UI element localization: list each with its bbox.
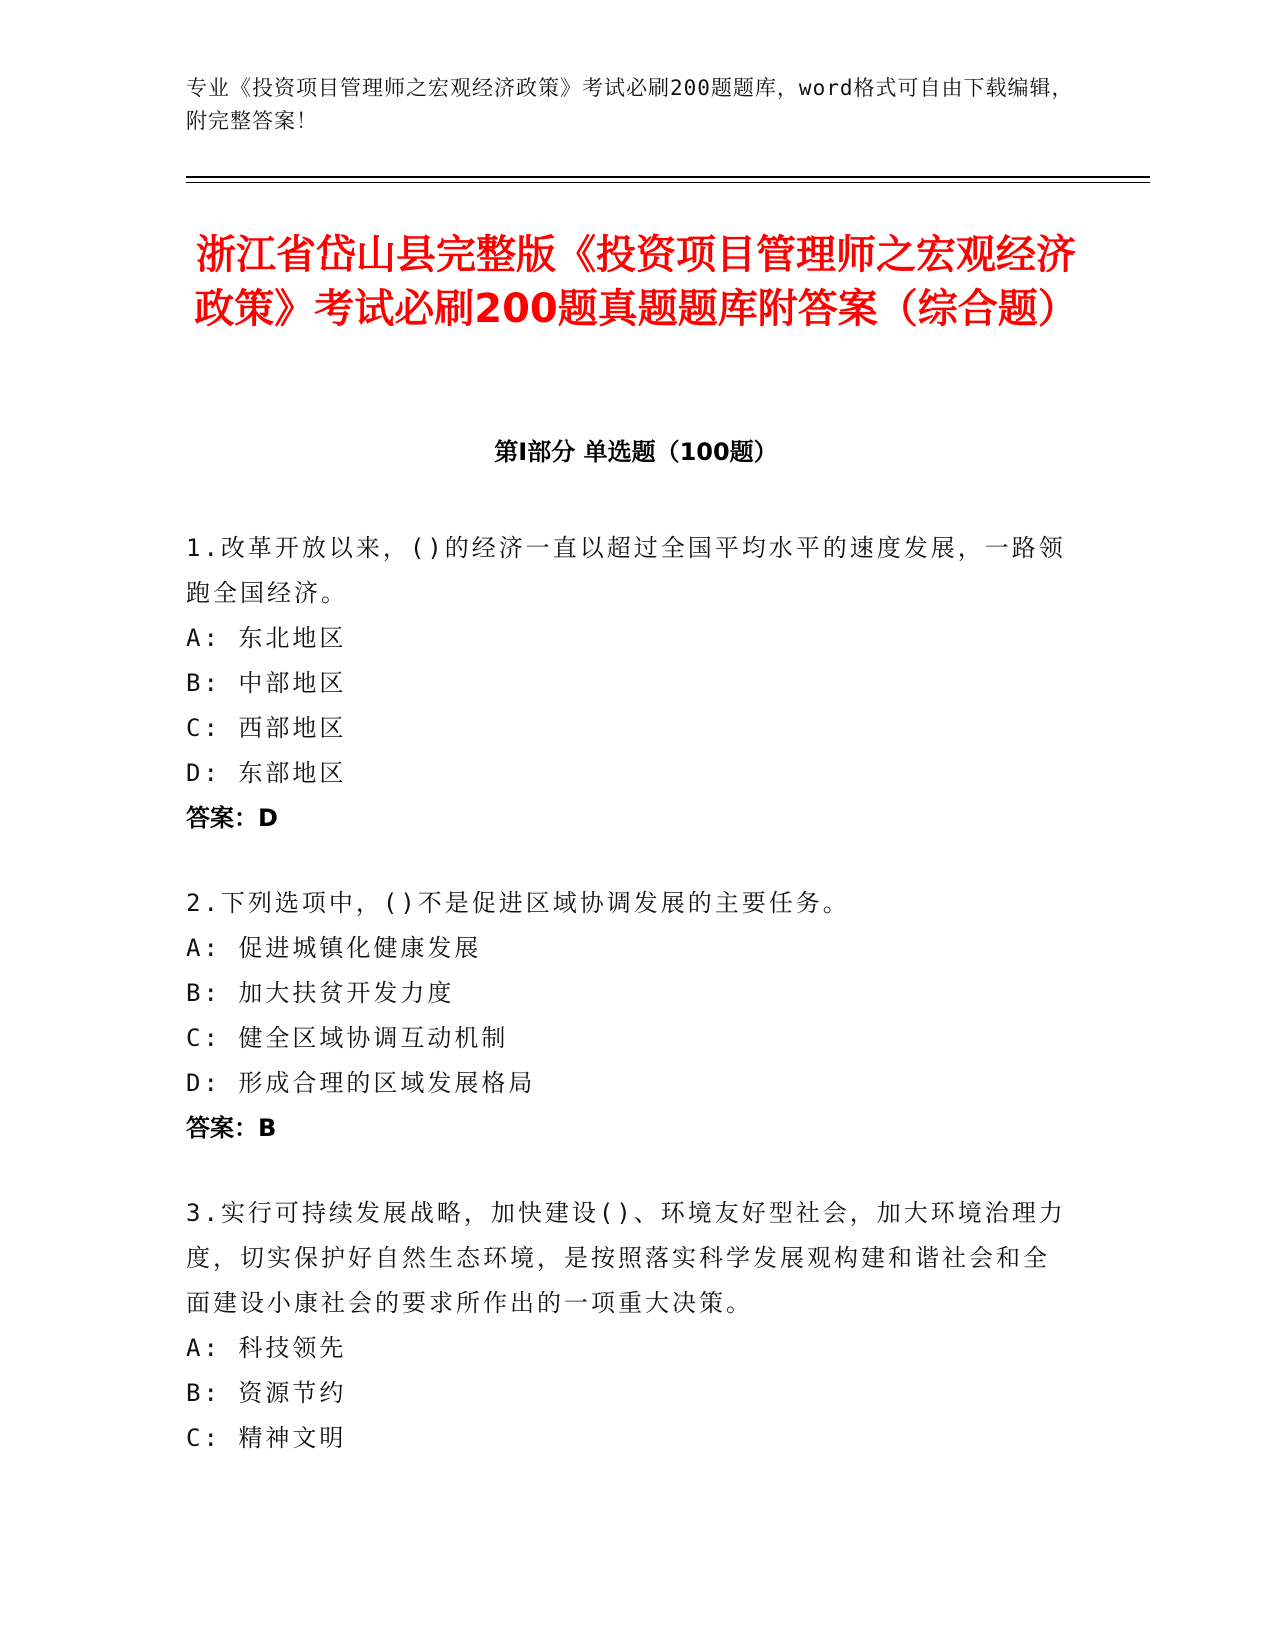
question-stem: 1.改革开放以来，()的经济一直以超过全国平均水平的速度发展，一路领跑全国经济。 (186, 534, 1066, 607)
question-3 (186, 1191, 1066, 1461)
option-c: C: 精神文明 (186, 1424, 347, 1452)
question-list (186, 526, 1066, 1501)
answer: 答案：D (186, 804, 278, 832)
question-stem: 2.下列选项中，()不是促进区域协调发展的主要任务。 (186, 889, 850, 917)
header-rule-thin (186, 182, 1150, 183)
option-b: B: 加大扶贫开发力度 (186, 979, 455, 1007)
question-stem: 3.实行可持续发展战略，加快建设()、环境友好型社会，加大环境治理力度，切实保护好自然生态环境，是按照落实科学发展观构建和谐社会和全面建设小康社会的要求所作出的一项重大决策。 (186, 1199, 1066, 1317)
header-note: 专业《投资项目管理师之宏观经济政策》考试必刷200题题库，word格式可自由下载编辑，附完整答案！ (186, 76, 1074, 133)
option-b: B: 资源节约 (186, 1379, 347, 1407)
option-c: C: 健全区域协调互动机制 (186, 1024, 509, 1052)
option-c: C: 西部地区 (186, 714, 347, 742)
option-a: A: 促进城镇化健康发展 (186, 934, 482, 962)
section-heading: 第I部分 单选题（100题） (494, 438, 778, 466)
option-b: B: 中部地区 (186, 669, 347, 697)
question-1 (186, 526, 1066, 841)
header-rule-thick (186, 176, 1150, 178)
question-2 (186, 881, 1066, 1151)
option-a: A: 东北地区 (186, 624, 347, 652)
answer: 答案：B (186, 1114, 277, 1142)
option-d: D: 形成合理的区域发展格局 (186, 1069, 536, 1097)
document-title: 浙江省岱山县完整版《投资项目管理师之宏观经济政策》考试必刷200题真题题库附答案（综合题） (194, 232, 1078, 332)
option-d: D: 东部地区 (186, 759, 347, 787)
option-a: A: 科技领先 (186, 1334, 347, 1362)
